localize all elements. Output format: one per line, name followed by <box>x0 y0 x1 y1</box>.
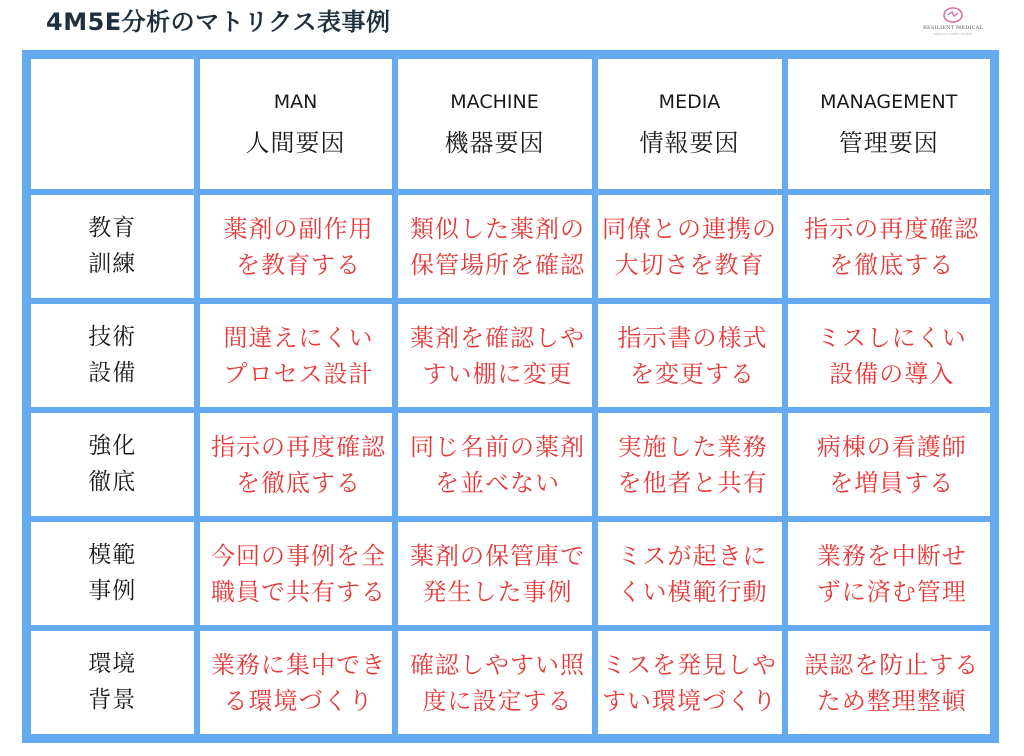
logo-name: RESILIENT MEDICAL <box>923 25 983 31</box>
matrix-cell <box>197 519 395 628</box>
matrix-cell <box>595 410 785 519</box>
cell-line: を並べない <box>435 468 560 497</box>
table-row-technology <box>27 301 995 410</box>
cell-line: 病棟の看護師 <box>816 432 967 461</box>
cell-line: 同じ名前の薬剤 <box>410 432 585 461</box>
cell-line: 薬剤の保管庫で <box>410 541 585 570</box>
column-header-management <box>785 55 995 193</box>
cell-line: を増員する <box>829 468 955 497</box>
row-header-line: 環境 <box>88 650 137 677</box>
cell-line: 業務を中断せ <box>816 541 967 570</box>
cell-line: 保管場所を確認 <box>410 250 585 279</box>
cell-line: 発生した事例 <box>422 577 573 606</box>
cell-line: すい棚に変更 <box>422 359 573 388</box>
row-header <box>27 301 197 410</box>
logo-mark-icon <box>942 6 964 24</box>
matrix-cell <box>395 192 595 301</box>
matrix-cell <box>395 519 595 628</box>
cell-line: を教育する <box>236 250 361 279</box>
matrix-cell <box>785 192 995 301</box>
cell-line: くい模範行動 <box>617 577 768 606</box>
column-header-machine <box>395 55 595 193</box>
header-row <box>27 55 995 193</box>
cell-line: ミスしにくい <box>816 323 967 352</box>
matrix-cell <box>595 301 785 410</box>
row-header <box>27 410 197 519</box>
column-header-man <box>197 55 395 193</box>
cell-line: 薬剤を確認しや <box>410 323 585 352</box>
cell-line: 業務に集中でき <box>211 650 386 679</box>
logo <box>918 6 988 40</box>
cell-line: 薬剤の副作用 <box>223 214 374 243</box>
cell-line: 同僚との連携の <box>602 214 777 243</box>
matrix-table <box>22 50 999 743</box>
matrix-cell <box>595 519 785 628</box>
cell-line: ため整理整頓 <box>816 686 967 715</box>
row-header-line: 事例 <box>88 577 137 604</box>
cell-line: すい環境づくり <box>602 686 777 715</box>
cell-line: 類似した薬剤の <box>410 214 585 243</box>
cell-line: 間違えにくい <box>223 323 374 352</box>
cell-line: 指示の再度確認 <box>804 214 980 243</box>
cell-line: を変更する <box>630 359 755 388</box>
row-header-line: 訓練 <box>88 250 137 277</box>
cell-line: 職員で共有する <box>211 577 386 606</box>
column-header-en: MANAGEMENT <box>820 90 958 113</box>
table-row-environment <box>27 628 995 739</box>
column-header-en: MAN <box>273 90 318 113</box>
row-header-line: 模範 <box>88 541 137 568</box>
cell-line: を徹底する <box>236 468 361 497</box>
matrix-cell <box>197 628 395 739</box>
cell-line: ずに済む管理 <box>816 577 967 606</box>
page-title: 4M5E分析のマトリクス表事例 <box>46 8 391 36</box>
matrix-cell <box>785 301 995 410</box>
row-header-line: 教育 <box>88 214 137 241</box>
matrix-cell <box>785 410 995 519</box>
matrix-cell <box>197 301 395 410</box>
matrix-cell <box>197 192 395 301</box>
row-header-line: 強化 <box>88 432 137 459</box>
matrix-cell <box>395 301 595 410</box>
cell-line: 確認しやすい照 <box>410 650 585 679</box>
logo-subtitle: MEDICAL SAFETY STUDIO <box>933 32 973 36</box>
matrix-cell <box>595 628 785 739</box>
row-header-line: 背景 <box>88 686 137 713</box>
row-header-line: 徹底 <box>88 468 137 495</box>
cell-line: 指示書の様式 <box>617 323 768 352</box>
column-header-en: MACHINE <box>450 90 539 113</box>
matrix-cell <box>395 628 595 739</box>
cell-line: を他者と共有 <box>617 468 768 497</box>
matrix-cell <box>785 628 995 739</box>
corner-cell <box>27 55 197 193</box>
matrix-cell <box>197 410 395 519</box>
cell-line: 大切さを教育 <box>614 250 765 279</box>
row-header <box>27 628 197 739</box>
table-row-example <box>27 519 995 628</box>
row-header-line: 技術 <box>88 323 137 350</box>
cell-line: る環境づくり <box>223 686 374 715</box>
column-header-media <box>595 55 785 193</box>
cell-line: 度に設定する <box>422 686 573 715</box>
cell-line: プロセス設計 <box>223 359 374 388</box>
table-row-enforcement <box>27 410 995 519</box>
cell-line: ミスを発見しや <box>602 650 777 679</box>
column-header-en: MEDIA <box>658 90 721 113</box>
column-header-jp: 情報要因 <box>639 128 740 157</box>
cell-line: を徹底する <box>829 250 955 279</box>
row-header <box>27 519 197 628</box>
matrix-cell <box>785 519 995 628</box>
matrix-cell <box>595 192 785 301</box>
matrix-cell <box>395 410 595 519</box>
column-header-jp: 機器要因 <box>444 128 545 157</box>
cell-line: 今回の事例を全 <box>211 541 386 570</box>
column-header-jp: 人間要因 <box>245 128 346 157</box>
cell-line: 誤認を防止する <box>804 650 980 679</box>
row-header-line: 設備 <box>88 359 137 386</box>
cell-line: 実施した業務 <box>617 432 768 461</box>
cell-line: ミスが起きに <box>617 541 768 570</box>
table-row-education <box>27 192 995 301</box>
cell-line: 指示の再度確認 <box>211 432 386 461</box>
row-header <box>27 192 197 301</box>
cell-line: 設備の導入 <box>829 359 955 388</box>
column-header-jp: 管理要因 <box>838 128 939 157</box>
